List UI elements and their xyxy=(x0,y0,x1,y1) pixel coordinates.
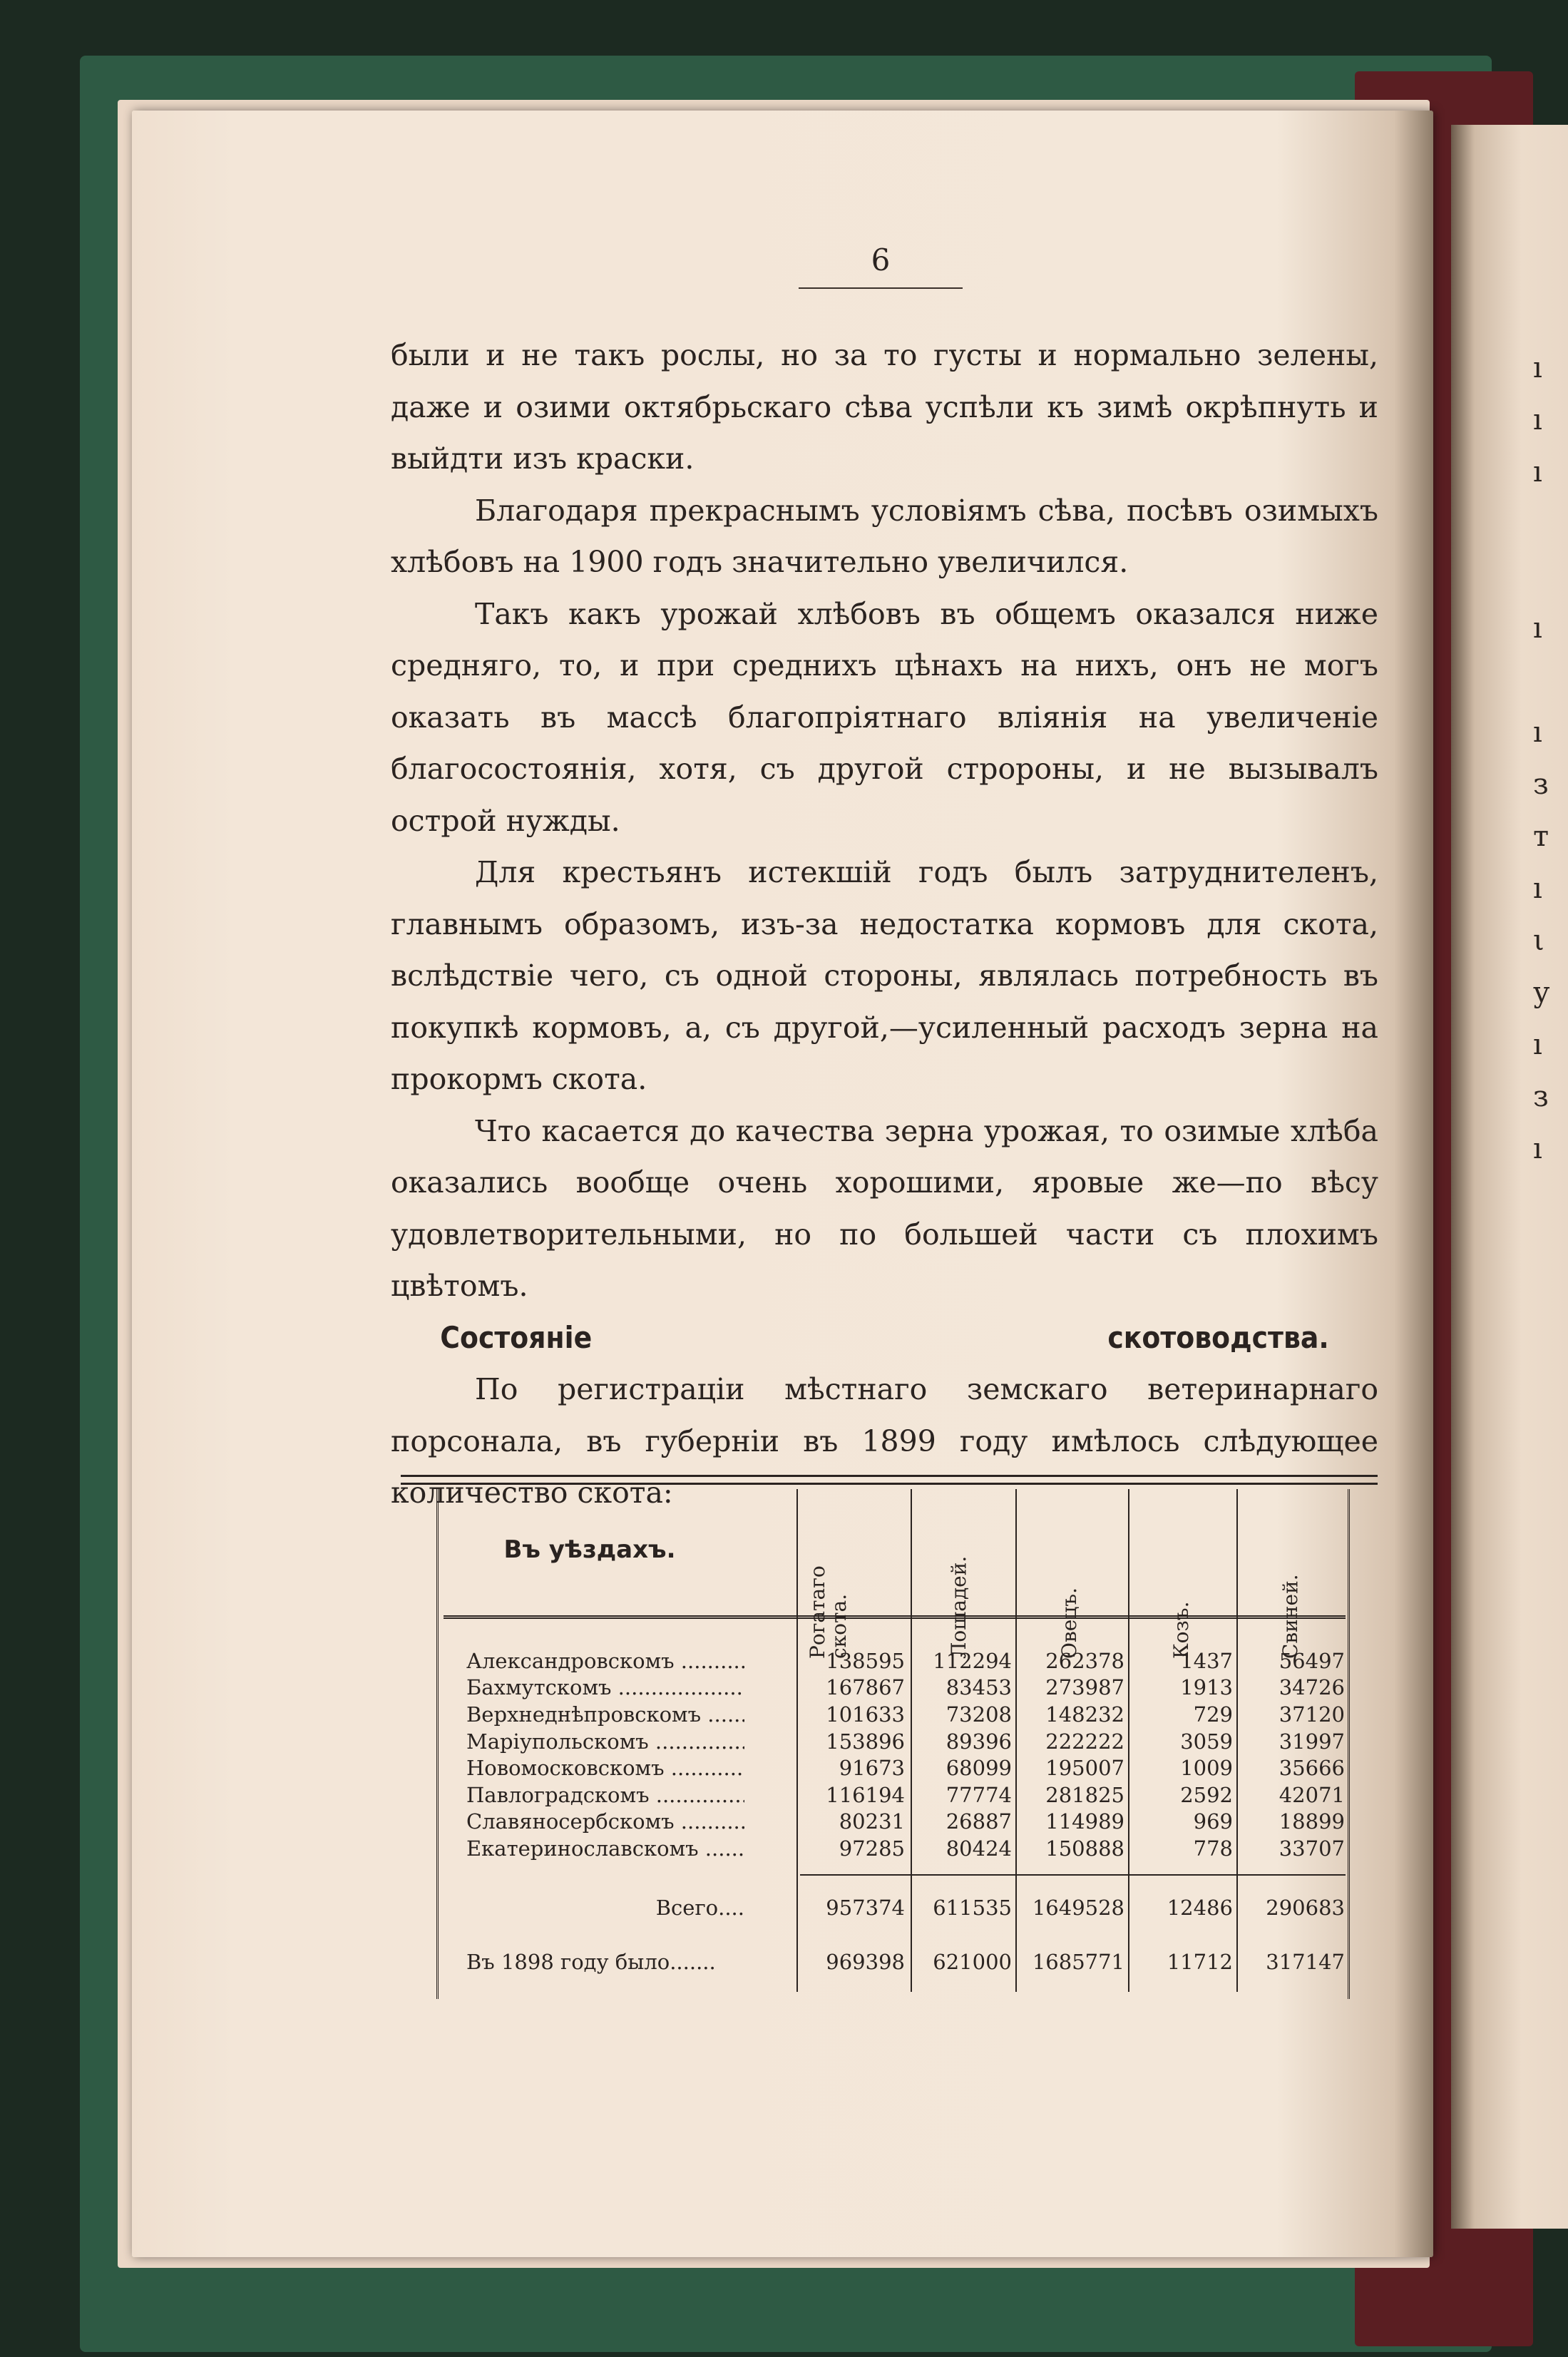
total-goats: 12486 xyxy=(1167,1896,1233,1920)
cell-cattle: 91673 xyxy=(839,1756,905,1780)
page-number: 6 xyxy=(799,242,963,289)
paragraph: были и не такъ рослы, но за то густы и нормально зелены, даже и озими октябрьскаго сѣва успѣли къ зимѣ окрѣпнуть и выйдти изъ краски. xyxy=(391,338,1378,476)
district-column-header: Въ уѣздахъ. xyxy=(503,1535,676,1564)
cell-sheep: 222222 xyxy=(1045,1729,1124,1754)
district-name: Бахмутскомъ ..... xyxy=(466,1675,744,1701)
cell-cattle: 138595 xyxy=(826,1649,905,1673)
prev-year-label: Въ 1898 году было....... xyxy=(466,1950,716,1974)
prev-goats: 11712 xyxy=(1167,1950,1233,1974)
total-cattle: 957374 xyxy=(826,1896,905,1920)
district-name: Маріупольскомъ ..... xyxy=(466,1729,744,1755)
cell-horses: 80424 xyxy=(946,1836,1012,1861)
cell-goats: 969 xyxy=(1193,1809,1233,1834)
cell-cattle: 97285 xyxy=(839,1836,905,1861)
cell-goats: 1009 xyxy=(1180,1756,1233,1780)
cell-goats: 1913 xyxy=(1180,1675,1233,1699)
cell-goats: 2592 xyxy=(1180,1783,1233,1807)
prev-cattle: 969398 xyxy=(826,1950,905,1974)
cell-pigs: 34726 xyxy=(1279,1675,1345,1699)
total-horses: 611535 xyxy=(933,1896,1012,1920)
section-title: Состояніе скотоводства. xyxy=(440,1319,1329,1355)
prev-sheep: 1685771 xyxy=(1032,1950,1124,1974)
cell-horses: 26887 xyxy=(946,1809,1012,1834)
cell-pigs: 18899 xyxy=(1279,1809,1345,1834)
cell-sheep: 150888 xyxy=(1045,1836,1124,1861)
cell-goats: 3059 xyxy=(1180,1729,1233,1754)
district-name: Новомосковскомъ ..... xyxy=(466,1755,744,1781)
cell-pigs: 31997 xyxy=(1279,1729,1345,1754)
cell-sheep: 148232 xyxy=(1045,1702,1124,1727)
table-prev-year-row xyxy=(401,1949,1378,1975)
cell-sheep: 273987 xyxy=(1045,1675,1124,1699)
cell-sheep: 114989 xyxy=(1045,1809,1124,1834)
cell-goats: 1437 xyxy=(1180,1649,1233,1673)
table-total-row xyxy=(401,1895,1378,1921)
total-sheep: 1649528 xyxy=(1032,1896,1124,1920)
cell-goats: 778 xyxy=(1193,1836,1233,1861)
cell-horses: 83453 xyxy=(946,1675,1012,1699)
table-row xyxy=(401,1782,1378,1809)
cell-pigs: 35666 xyxy=(1279,1756,1345,1780)
column-header-horses: Лошадей. xyxy=(947,1555,970,1659)
cell-horses: 112294 xyxy=(933,1649,1012,1673)
facing-page-text-fragment: ı ı ı ı ı з т ı ι у ı з ı xyxy=(1533,352,1550,1165)
column-header-sheep: Овецъ. xyxy=(1057,1587,1081,1659)
total-pigs: 290683 xyxy=(1266,1896,1345,1920)
cell-horses: 77774 xyxy=(946,1783,1012,1807)
cell-cattle: 153896 xyxy=(826,1729,905,1754)
table-row xyxy=(401,1648,1378,1675)
cell-cattle: 80231 xyxy=(839,1809,905,1834)
cell-sheep: 281825 xyxy=(1045,1783,1124,1807)
table-row xyxy=(401,1809,1378,1835)
cell-pigs: 37120 xyxy=(1279,1702,1345,1727)
column-header-goats: Козъ. xyxy=(1169,1601,1193,1659)
cell-sheep: 195007 xyxy=(1045,1756,1124,1780)
table-row xyxy=(401,1836,1378,1862)
paragraph: Благодаря прекраснымъ условіямъ сѣва, посѣвъ озимыхъ хлѣбовъ на 1900 годъ значительно увеличился. xyxy=(391,493,1378,579)
district-name: Екатеринославскомъ ..... xyxy=(466,1836,744,1862)
cell-cattle: 101633 xyxy=(826,1702,905,1727)
table-row xyxy=(401,1755,1378,1781)
district-name: Александровскомъ ..... xyxy=(466,1648,744,1675)
livestock-table xyxy=(401,1475,1378,1994)
table-row xyxy=(401,1729,1378,1755)
cell-horses: 89396 xyxy=(946,1729,1012,1754)
district-name: Павлоградскомъ ..... xyxy=(466,1782,744,1809)
paragraph: Что касается до качества зерна урожая, то озимые хлѣба оказались вообще очень хорошими, яровые же—по вѣсу удовлетворительными, но по большей части съ плохимъ цвѣтомъ. xyxy=(391,1113,1378,1303)
district-name: Славяносербскомъ ..... xyxy=(466,1809,744,1835)
column-header-pigs: Свиней. xyxy=(1279,1574,1302,1659)
paragraph: Для крестьянъ истекшій годъ былъ затруднителенъ, главнымъ образомъ, изъ-за недостатка кормовъ для скота, вслѣдствіе чего, съ одной стороны, являлась потребность въ покупкѣ кормовъ, а, съ другой,—усиленный расходъ зерна на прокормъ скота. xyxy=(391,855,1378,1096)
section-intro: По регистраціи мѣстнаго земскаго ветеринарнаго порсонала, въ губерніи въ 1899 году имѣлось слѣдующее количество скота: xyxy=(391,1372,1378,1510)
cell-cattle: 116194 xyxy=(826,1783,905,1807)
table-row xyxy=(401,1675,1378,1701)
total-label: Всего.... xyxy=(655,1896,744,1920)
cell-pigs: 33707 xyxy=(1279,1836,1345,1861)
prev-pigs: 317147 xyxy=(1266,1950,1345,1974)
total-rule xyxy=(800,1874,1346,1876)
column-header-cattle: Рогатаго скота. xyxy=(806,1565,851,1659)
prev-horses: 621000 xyxy=(933,1950,1012,1974)
cell-horses: 73208 xyxy=(946,1702,1012,1727)
cell-horses: 68099 xyxy=(946,1756,1012,1780)
body-text xyxy=(391,329,1378,1519)
cell-cattle: 167867 xyxy=(826,1675,905,1699)
paragraph: Такъ какъ урожай хлѣбовъ въ общемъ оказался ниже средняго, то, и при среднихъ цѣнахъ на нихъ, онъ не могъ оказать въ массѣ благопріятнаго вліянія на увеличеніе благосостоянія, хотя, съ другой стрoроны, и не вызывалъ острой нужды. xyxy=(391,596,1378,838)
cell-sheep: 262378 xyxy=(1045,1649,1124,1673)
cell-goats: 729 xyxy=(1193,1702,1233,1727)
table-row xyxy=(401,1702,1378,1728)
table-top-rule xyxy=(401,1475,1378,1485)
cell-pigs: 42071 xyxy=(1279,1783,1345,1807)
cell-pigs: 56497 xyxy=(1279,1649,1345,1673)
header-rule xyxy=(444,1615,1346,1619)
district-name: Верхнеднѣпровскомъ ..... xyxy=(466,1702,744,1728)
